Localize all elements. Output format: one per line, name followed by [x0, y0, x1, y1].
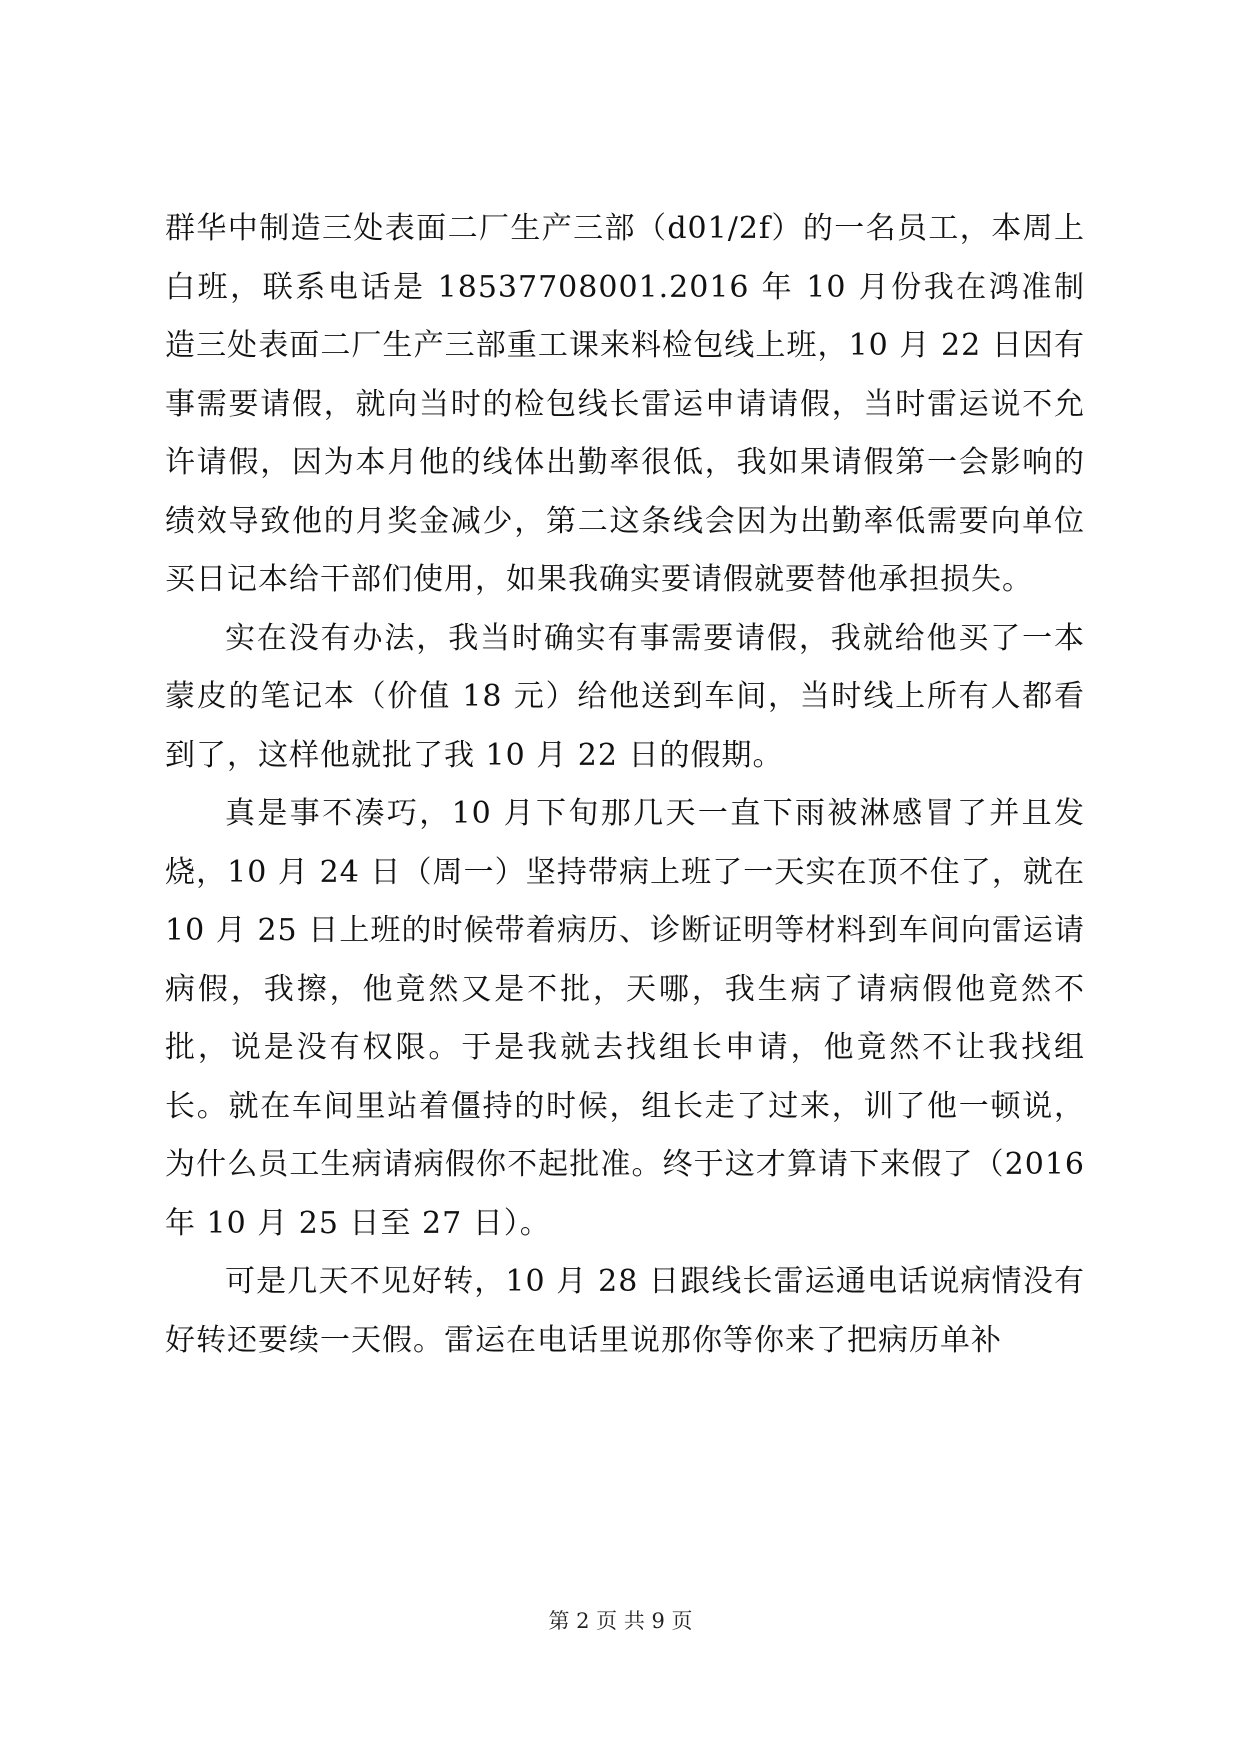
document-body	[165, 200, 1085, 1370]
paragraph-3: 真是事不凑巧，10 月下旬那几天一直下雨被淋感冒了并且发烧，10 月 24 日（周一）坚持带病上班了一天实在顶不住了，就在 10 月 25 日上班的时候带着病历、诊断证明等材料到车间向雷运请病假，我擦，他竟然又是不批，天哪，我生病了请病假他竟然不批，说是没有权限。于是我就去找组长申请，他竟然不让我找组长。就在车间里站着僵持的时候，组长走了过来，训了他一顿说，为什么员工生病请病假你不起批准。终于这才算请下来假了（2016 年 10 月 25 日至 27 日）。	[165, 796, 1085, 1241]
page-number-footer: 第 2 页 共 9 页	[548, 1609, 693, 1633]
paragraph-2: 实在没有办法，我当时确实有事需要请假，我就给他买了一本蒙皮的笔记本（价值 18 元）给他送到车间，当时线上所有人都看到了，这样他就批了我 10 月 22 日的假期。	[165, 620, 1085, 773]
paragraph-1: 群华中制造三处表面二厂生产三部（d01/2f）的一名员工，本周上白班，联系电话是 18537708001.2016 年 10 月份我在鸿准制造三处表面二厂生产三部重工课来料检包线上班，10 月 22 日因有事需要请假，就向当时的检包线长雷运申请请假，当时雷运说不允许请假，因为本月他的线体出勤率很低，我如果请假第一会影响的绩效导致他的月奖金减少，第二这条线会因为出勤率低需要向单位买日记本给干部们使用，如果我确实要请假就要替他承担损失。	[165, 211, 1085, 597]
paragraph-4: 可是几天不见好转，10 月 28 日跟线长雷运通电话说病情没有好转还要续一天假。雷运在电话里说那你等你来了把病历单补	[165, 1264, 1085, 1358]
